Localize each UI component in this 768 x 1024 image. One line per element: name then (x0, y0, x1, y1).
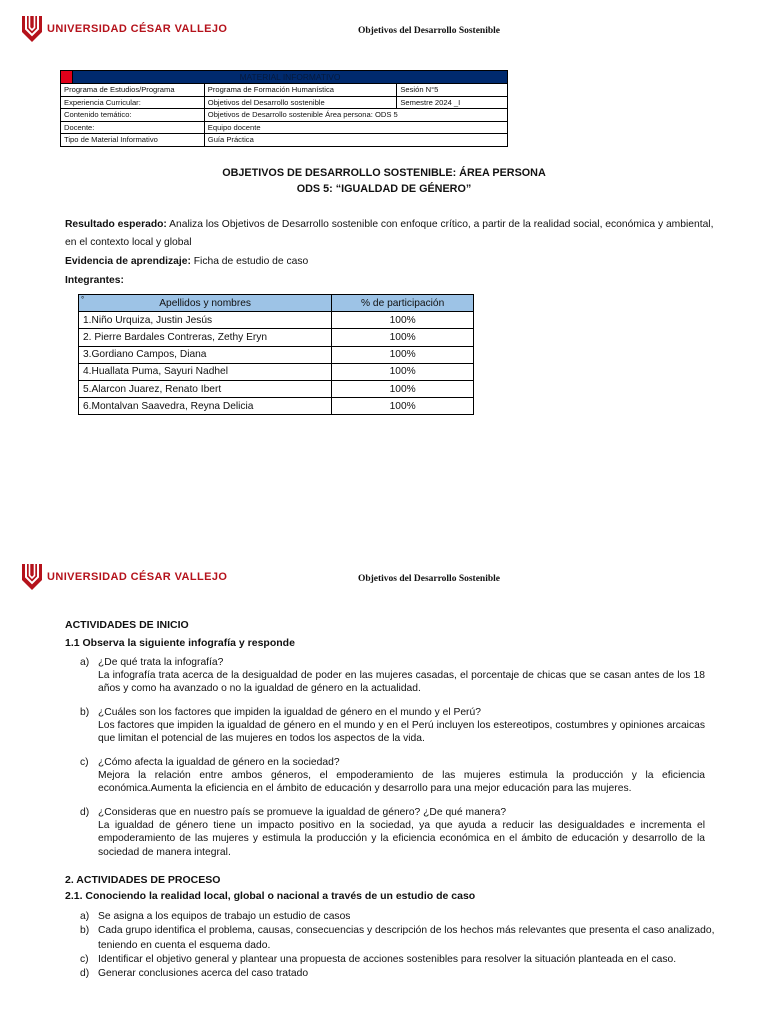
expected-result (65, 216, 715, 252)
question-text: ¿De qué trata la infografía? (98, 657, 224, 668)
info-value: Programa de Formación Humanística (204, 84, 397, 97)
member-percentage: 100% (332, 312, 474, 329)
page-header (0, 564, 768, 604)
info-value: Objetivos del Desarrollo sostenible (204, 96, 397, 109)
question-item (80, 706, 705, 746)
question-text: ¿Cuáles son los factores que impiden la igualdad de género en el mundo y el Perú? (98, 707, 481, 718)
column-header-names-label: Apellidos y nombres (159, 297, 251, 309)
answer-text: Mejora la relación entre ambos géneros, el empoderamiento de las mujeres estimula la producción y la eficiencia económica.Aumenta la eficiencia en el ámbito de educación y desarrollo para una mejor educación para las mujeres. (98, 770, 705, 795)
info-label: Experiencia Curricular: (61, 96, 205, 109)
section-subheading-process: 2.1. Conociendo la realidad local, global o nacional a través de un estudio de caso (65, 890, 476, 902)
step-text: Cada grupo identifica el problema, causas, consecuencias y descripción de los hechos más relevantes que presenta el caso analizado, teniendo en cuenta el esquema dado. (98, 925, 715, 951)
list-item (80, 924, 720, 953)
section-subheading-start: 1.1 Observa la siguiente infografía y responde (65, 637, 295, 649)
step-letter: b) (80, 925, 90, 937)
question-item (80, 656, 705, 696)
info-value: Guía Práctica (204, 134, 507, 147)
info-row (61, 134, 508, 147)
member-percentage: 100% (332, 398, 474, 415)
member-name: 2. Pierre Bardales Contreras, Zethy Eryn (79, 329, 332, 346)
question-letter: a) (80, 657, 90, 668)
question-item (80, 756, 705, 796)
member-percentage: 100% (332, 380, 474, 397)
question-letter: c) (80, 757, 89, 768)
list-item (80, 967, 720, 981)
participants-table (78, 294, 474, 415)
question-text: ¿Consideras que en nuestro país se promueve la igualdad de género? ¿De qué manera? (98, 807, 507, 818)
info-row (61, 121, 508, 134)
document-title: OBJETIVOS DE DESARROLLO SOSTENIBLE: ÁREA PERSONA (222, 167, 546, 179)
answer-text: La igualdad de género tiene un impacto positivo en la sociedad, ya que ayuda a reducir las desigualdades e incrementa el empoderamiento de las mujeres y estimula la producción y la eficiencia económica en el ámbito de educación y desarrollo de la sociedad de manera integral. (98, 820, 705, 858)
section-heading-process: 2. ACTIVIDADES DE PROCESO (65, 874, 221, 886)
member-percentage: 100% (332, 363, 474, 380)
university-logo (22, 564, 227, 590)
ucv-logo (22, 564, 42, 590)
page-header (0, 16, 768, 56)
table-row (79, 380, 474, 397)
member-name: 5.Alarcon Juarez, Renato Ibert (79, 380, 332, 397)
member-name: 1.Niño Urquiza, Justin Jesús (79, 312, 332, 329)
column-header-names (79, 295, 332, 312)
info-value: Equipo docente (204, 121, 507, 134)
step-letter: d) (80, 968, 90, 980)
university-name: UNIVERSIDAD CÉSAR VALLEJO (47, 571, 228, 583)
university-logo (22, 16, 227, 42)
question-text: ¿Cómo afecta la igualdad de género en la sociedad? (98, 757, 340, 768)
member-name: 6.Montalvan Saavedra, Reyna Delicia (79, 398, 332, 415)
learning-evidence-text: Ficha de estudio de caso (190, 256, 309, 267)
document-subtitle: ODS 5: “IGUALDAD DE GÉNERO” (296, 183, 472, 195)
expected-result-label: Resultado esperado: (65, 219, 167, 230)
answer-text: La infografía trata acerca de la desigualdad de poder en las mujeres casadas, el porcentaje de chicas que se casan antes de los 18 años y como ha avanzado o no la igualdad de género en la actualidad. (98, 670, 705, 695)
info-table (60, 70, 508, 147)
members-label: Integrantes: (65, 275, 124, 286)
header-corner-mark: ° (81, 295, 85, 304)
question-letter: b) (80, 707, 90, 718)
table-row (79, 312, 474, 329)
answer-text: Los factores que impiden la igualdad de género en el mundo y en el Perú incluyen los estereotipos, costumbres y opiniones arcaicas que limitan el potencial de las mujeres en todos los aspectos de la vida. (98, 720, 705, 745)
info-label: Tipo de Material Informativo (61, 134, 205, 147)
info-table-title: MATERIAL INFORMATIVO (72, 71, 507, 84)
info-row (61, 84, 508, 97)
member-percentage: 100% (332, 329, 474, 346)
info-label: Contenido temático: (61, 109, 205, 122)
expected-result-text: Analiza los Objetivos de Desarrollo sostenible con enfoque crítico, a partir de la realidad social, económica y ambiental, en el contexto local y global (65, 219, 714, 248)
step-letter: a) (80, 911, 90, 922)
table-row (79, 363, 474, 380)
info-value: Objetivos de Desarrollo sostenible Área persona: ODS 5 (204, 109, 507, 122)
table-row (79, 398, 474, 415)
table-row (79, 329, 474, 346)
info-row (61, 109, 508, 122)
step-text: Se asigna a los equipos de trabajo un estudio de casos (98, 911, 351, 922)
member-name: 4.Huallata Puma, Sayuri Nadhel (79, 363, 332, 380)
step-text: Generar conclusiones acerca del caso tratado (98, 968, 309, 980)
process-steps (80, 910, 720, 981)
info-extra: Semestre 2024 _I (397, 96, 508, 109)
question-item (80, 806, 705, 859)
ucv-logo (22, 16, 42, 42)
participants-header-row (79, 295, 474, 312)
list-item (80, 953, 720, 967)
info-table-accent (61, 71, 73, 84)
header-subject: Objetivos del Desarrollo Sostenible (357, 26, 500, 36)
member-percentage: 100% (332, 346, 474, 363)
learning-evidence-label: Evidencia de aprendizaje: (65, 256, 191, 267)
section-heading-start: ACTIVIDADES DE INICIO (65, 619, 189, 631)
info-label: Docente: (61, 121, 205, 134)
member-name: 3.Gordiano Campos, Diana (79, 346, 332, 363)
learning-evidence (65, 253, 715, 271)
list-item (80, 910, 720, 924)
info-extra: Sesión N°5 (397, 84, 508, 97)
info-label: Programa de Estudios/Programa (61, 84, 205, 97)
info-row (61, 96, 508, 109)
question-letter: d) (80, 807, 90, 818)
table-row (79, 346, 474, 363)
step-text: Identificar el objetivo general y plantear una propuesta de acciones sostenibles para resolver la situación planteada en el caso. (98, 953, 677, 965)
step-letter: c) (80, 953, 89, 965)
header-subject: Objetivos del Desarrollo Sostenible (357, 574, 500, 584)
university-name: UNIVERSIDAD CÉSAR VALLEJO (47, 23, 228, 35)
column-header-percentage: % de participación (332, 295, 474, 312)
info-table-title-row (61, 71, 508, 84)
